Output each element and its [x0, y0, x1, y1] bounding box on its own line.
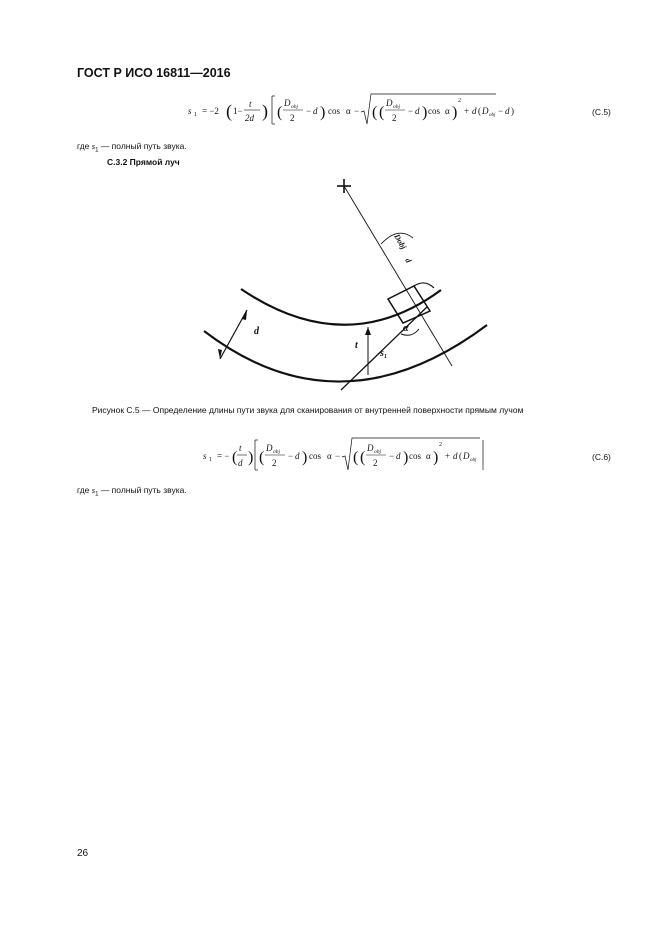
svg-text:cos: cos — [328, 106, 340, 116]
svg-text:(: ( — [459, 451, 462, 461]
svg-text:D: D — [482, 106, 489, 116]
svg-text:obj: obj — [470, 458, 477, 463]
formula-c6-number: (C.6) — [592, 452, 611, 462]
svg-text:): ) — [302, 449, 308, 466]
svg-text:d: d — [396, 451, 401, 461]
svg-text:1: 1 — [209, 457, 212, 463]
svg-text:): ) — [511, 106, 514, 116]
formula-c5 — [180, 92, 520, 128]
label-s1: s₁ — [380, 348, 388, 359]
svg-text:cos: cos — [428, 106, 440, 116]
svg-text:(: ( — [379, 104, 385, 121]
svg-text:d: d — [295, 451, 300, 461]
formula-c6 — [195, 435, 495, 475]
svg-text:+: + — [445, 451, 451, 461]
svg-text:s: s — [203, 451, 207, 461]
where-symbol: s — [91, 485, 96, 495]
svg-text:d: d — [313, 106, 318, 116]
label-dobj: Dobj — [392, 232, 409, 251]
svg-text:cos: cos — [409, 451, 421, 461]
svg-text:α: α — [346, 106, 351, 116]
svg-text:obj: obj — [273, 449, 281, 455]
svg-text:−: − — [288, 451, 294, 461]
svg-text:1: 1 — [194, 112, 197, 118]
svg-text:): ) — [433, 449, 439, 466]
svg-text:2: 2 — [290, 113, 295, 123]
svg-text:D: D — [463, 451, 470, 461]
svg-text:(: ( — [226, 101, 232, 121]
where-clause-c5 — [77, 141, 187, 154]
where-symbol-sub: 1 — [95, 491, 99, 498]
svg-text:(: ( — [478, 106, 481, 116]
svg-text:d: d — [238, 458, 243, 468]
document-header: ГОСТ Р ИСО 16811—2016 — [77, 66, 231, 80]
svg-text:obj: obj — [374, 449, 382, 455]
svg-text:): ) — [320, 104, 326, 121]
svg-text:d: d — [453, 451, 458, 461]
probe-block — [388, 286, 430, 323]
svg-text:−: − — [498, 106, 504, 116]
svg-text:α: α — [445, 106, 450, 116]
page-number: 26 — [77, 848, 89, 859]
svg-text:D: D — [386, 98, 393, 108]
svg-text:+: + — [464, 106, 470, 116]
probe-curve — [414, 283, 434, 288]
svg-text:2: 2 — [439, 442, 442, 448]
svg-text:2d: 2d — [245, 113, 254, 123]
svg-text:−: − — [389, 451, 395, 461]
where-prefix: где — [77, 485, 90, 495]
svg-text:−: − — [408, 106, 414, 116]
svg-text:2: 2 — [373, 458, 378, 468]
where-symbol: s — [91, 141, 96, 151]
svg-text:2: 2 — [392, 113, 397, 123]
svg-text:d: d — [472, 106, 477, 116]
svg-text:(: ( — [372, 104, 378, 121]
svg-text:−: − — [335, 451, 341, 461]
outer-surface-arc — [204, 325, 487, 382]
label-d-left: d — [254, 326, 259, 337]
label-t: t — [355, 340, 358, 351]
where-clause-c6 — [77, 485, 187, 498]
svg-text:t: t — [239, 443, 242, 453]
svg-text:= −: = − — [217, 451, 230, 461]
svg-text:D: D — [284, 98, 291, 108]
svg-text:−: − — [354, 106, 360, 116]
svg-text:1−: 1− — [233, 106, 243, 116]
svg-text:d: d — [415, 106, 420, 116]
svg-text:D: D — [367, 443, 374, 453]
svg-text:cos: cos — [309, 451, 321, 461]
subsection-title: С.3.2 Прямой луч — [107, 157, 180, 167]
where-prefix: где — [77, 141, 90, 151]
svg-text:obj: obj — [489, 113, 496, 118]
svg-text:2: 2 — [458, 98, 461, 104]
svg-text:t: t — [249, 99, 252, 109]
svg-text:): ) — [262, 101, 268, 121]
svg-text:obj: obj — [393, 104, 401, 110]
svg-text:(: ( — [259, 449, 265, 466]
svg-text:): ) — [248, 449, 254, 466]
svg-text:−: − — [306, 106, 312, 116]
svg-text:(: ( — [232, 449, 238, 466]
svg-text:obj: obj — [291, 104, 299, 110]
svg-text:(: ( — [277, 104, 283, 121]
formula-c5-number: (C.5) — [592, 107, 611, 117]
figure-c5 — [0, 170, 661, 400]
svg-text:): ) — [403, 449, 409, 466]
svg-text:(: ( — [360, 449, 366, 466]
svg-text:= −2: = −2 — [202, 106, 219, 116]
svg-text:): ) — [422, 104, 428, 121]
where-text: — полный путь звука. — [100, 485, 187, 495]
svg-text:(: ( — [353, 449, 359, 466]
where-symbol-sub: 1 — [95, 147, 99, 154]
svg-text:α: α — [327, 451, 332, 461]
label-d-vertical: d — [403, 256, 414, 265]
label-alpha: α — [403, 323, 409, 334]
svg-text:d: d — [505, 106, 510, 116]
radial-axis — [344, 186, 452, 366]
figure-caption: Рисунок С.5 — Определение длины пути звука для сканирования от внутренней поверхности прямым лучом — [92, 405, 524, 415]
svg-text:α: α — [426, 451, 431, 461]
svg-text:s: s — [188, 106, 192, 116]
svg-text:): ) — [452, 104, 458, 121]
where-text: — полный путь звука. — [100, 141, 187, 151]
svg-text:D: D — [266, 443, 273, 453]
svg-text:2: 2 — [272, 458, 277, 468]
